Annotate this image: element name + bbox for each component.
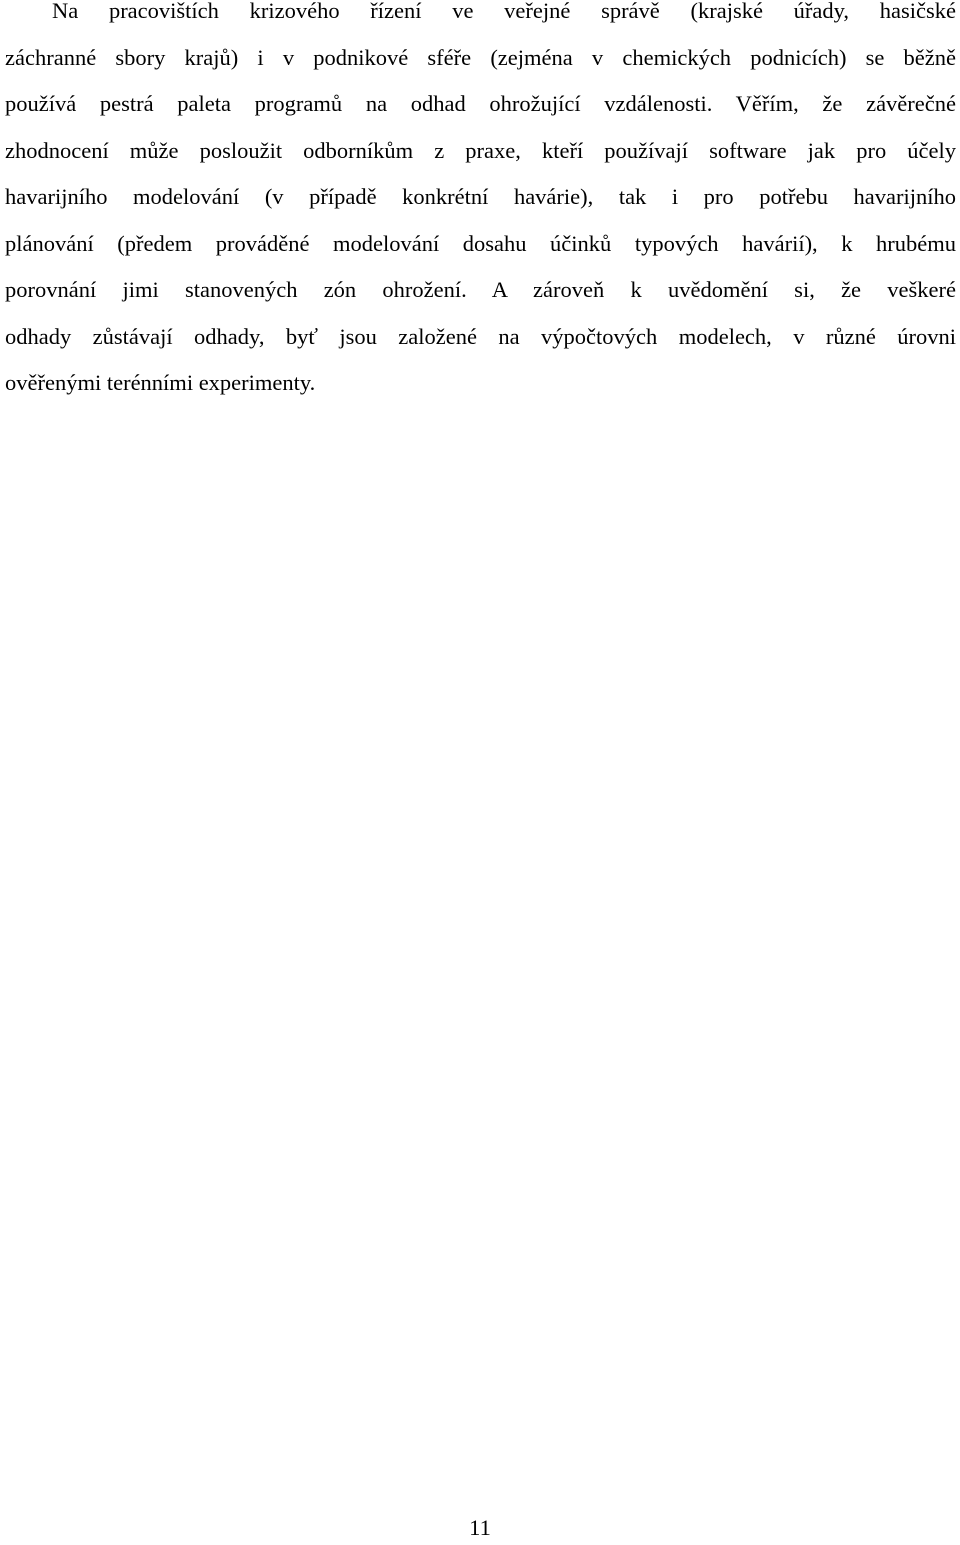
paragraph-line: záchranné sbory krajů) i v podnikové sféře (zejména v chemických podnicích) se běžně — [5, 44, 956, 70]
paragraph-line: havarijního modelování (v případě konkrétní havárie), tak i pro potřebu havarijního — [5, 184, 956, 209]
paragraph-line: porovnání jimi stanovených zón ohrožení. A zároveň k uvědomění si, že veškeré — [5, 277, 956, 302]
paragraph-line: zhodnocení může posloužit odborníkům z praxe, kteří používají software jak pro účely — [5, 137, 956, 163]
paragraph-line: ověřenými terénními experimenty. — [5, 370, 316, 395]
body-paragraph — [5, 0, 956, 407]
paragraph-line: používá pestrá paleta programů na odhad ohrožující vzdálenosti. Věřím, že závěrečné — [5, 91, 956, 116]
paragraph-line: odhady zůstávají odhady, byť jsou založené na výpočtových modelech, v různé úrovni — [5, 323, 956, 349]
paragraph-line: plánování (předem prováděné modelování dosahu účinků typových havárií), k hrubému — [5, 230, 956, 256]
page-number: 11 — [469, 1515, 491, 1540]
paragraph-line: Na pracovištích krizového řízení ve veřejné správě (krajské úřady, hasičské — [52, 0, 956, 23]
